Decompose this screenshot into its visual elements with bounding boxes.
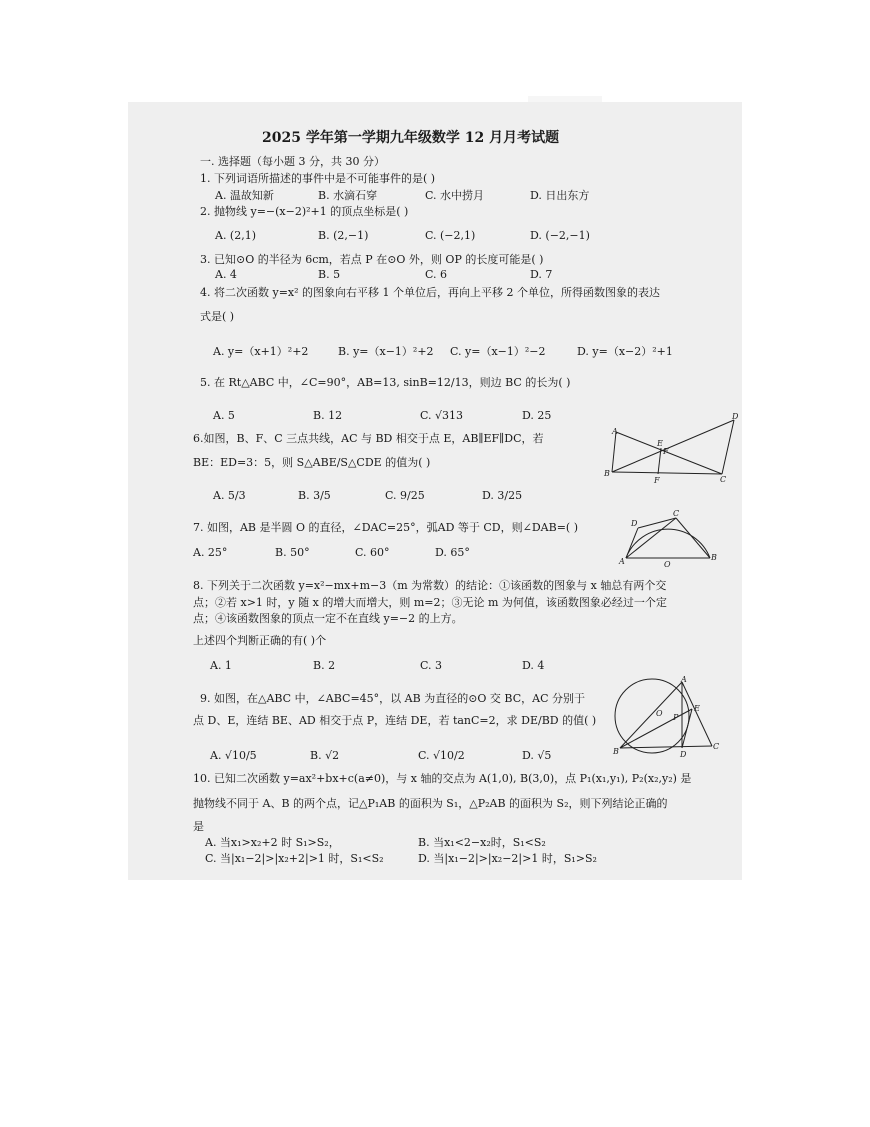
q10-option-b: B. 当x₁<2−x₂时，S₁<S₂ <box>418 836 546 849</box>
q7-label: B <box>711 553 717 562</box>
q9-label: P <box>673 713 679 722</box>
q3-option-c: C. 6 <box>425 268 448 281</box>
q6-option-d: D. 3/25 <box>482 489 523 502</box>
q7-segment-cb <box>676 518 710 558</box>
q8-stem-line1: 8. 下列关于二次函数 y=x²−mx+m−3（m 为常数）的结论：①该函数的图象与 x 轴总有两个交 <box>193 579 667 592</box>
q9-segment-bc <box>620 746 712 748</box>
q6-segment-ab <box>612 432 616 472</box>
q9-label: C <box>713 742 720 751</box>
q8-option-a: A. 1 <box>210 659 232 672</box>
q7-option-c: C. 60° <box>355 546 390 559</box>
q8-stem-line2: 点；②若 x>1 时，y 随 x 的增大而增大，则 m=2；③无论 m 为何值，该函数图象必经过一个定 <box>193 596 667 609</box>
q6-label: F <box>654 476 660 485</box>
q3-option-a: A. 4 <box>215 268 237 281</box>
q4-option-b: B. y=（x−1）²+2 <box>338 345 434 358</box>
q9-label: B <box>613 747 619 756</box>
q2-stem: 2. 抛物线 y=−(x−2)²+1 的顶点坐标是( ) <box>200 205 409 218</box>
q6-label: C <box>720 475 727 484</box>
q2-option-d: D. (−2,−1) <box>530 229 590 242</box>
q6-stem-line1: 6.如图，B、F、C 三点共线，AC 与 BD 相交于点 E，AB∥EF∥DC，若 <box>193 432 544 445</box>
q10-option-a: A. 当x₁>x₂+2 时 S₁>S₂， <box>205 836 340 849</box>
q1-option-c: C. 水中捞月 <box>425 189 485 202</box>
q6-label: B <box>604 469 610 478</box>
q9-figure <box>612 676 722 758</box>
q9-segment-de <box>682 709 692 748</box>
q6-segment-dc <box>722 420 734 474</box>
q1-stem: 1. 下列词语所描述的事件中是不可能事件的是( ) <box>200 172 436 185</box>
q1-option-a: A. 温故知新 <box>215 189 274 202</box>
q10-stem-line1: 10. 已知二次函数 y=ax²+bx+c(a≠0)，与 x 轴的交点为 A(1,0), B(3,0)，点 P₁(x₁,y₁), P₂(x₂,y₂) 是 <box>193 772 692 785</box>
q10-stem-line2: 抛物线不同于 A、B 的两个点，记△P₁AB 的面积为 S₁，△P₂AB 的面积为 S₂，则下列结论正确的 <box>193 797 668 810</box>
q9-label: E <box>694 704 700 713</box>
q7-label: A <box>619 557 625 566</box>
q6-option-a: A. 5/3 <box>213 489 246 502</box>
q6-label: F <box>663 447 669 456</box>
q8-option-d: D. 4 <box>522 659 545 672</box>
q7-option-d: D. 65° <box>435 546 470 559</box>
q2-option-a: A. (2,1) <box>215 229 257 242</box>
q5-option-d: D. 25 <box>522 409 552 422</box>
q5-option-b: B. 12 <box>313 409 343 422</box>
q6-label: E <box>657 439 663 448</box>
q3-option-b: B. 5 <box>318 268 341 281</box>
section-heading: 一. 选择题（每小题 3 分，共 30 分） <box>200 155 385 168</box>
q4-option-d: D. y=（x−2）²+1 <box>577 345 673 358</box>
q7-label: C <box>673 509 680 518</box>
q4-stem-line2: 式是( ) <box>200 310 235 323</box>
q9-label: A <box>681 675 687 684</box>
q8-stem-line4: 上述四个判断正确的有( )个 <box>193 634 327 647</box>
q10-option-c: C. 当|x₁−2|>|x₂+2|>1 时，S₁<S₂ <box>205 852 384 865</box>
q9-option-d: D. √5 <box>522 749 552 762</box>
q9-option-c: C. √10/2 <box>418 749 465 762</box>
q9-segment-ac <box>682 682 712 746</box>
q7-label: O <box>664 560 671 569</box>
q6-figure <box>604 412 744 484</box>
q9-label: O <box>656 709 663 718</box>
q6-segment-bd <box>612 420 734 472</box>
q9-stem-line1: 9. 如图，在△ABC 中，∠ABC=45°，以 AB 为直径的⊙O 交 BC，AC 分别于 <box>200 692 585 705</box>
q5-stem: 5. 在 Rt△ABC 中，∠C=90°，AB=13, sinB=12/13，则边 BC 的长为( ) <box>200 376 571 389</box>
exam-title: 2025 学年第一学期九年级数学 12 月月考试题 <box>262 130 560 146</box>
q1-option-b: B. 水滴石穿 <box>318 189 378 202</box>
q6-segment-ac <box>616 432 722 474</box>
q6-segment-bc <box>612 472 722 474</box>
q3-stem: 3. 已知⊙O 的半径为 6cm，若点 P 在⊙O 外，则 OP 的长度可能是( ) <box>200 253 544 266</box>
q2-option-c: C. (−2,1) <box>425 229 476 242</box>
q7-label: D <box>631 519 638 528</box>
q6-label: D <box>732 412 739 421</box>
q7-option-b: B. 50° <box>275 546 310 559</box>
q9-label: D <box>680 750 687 759</box>
q7-option-a: A. 25° <box>193 546 228 559</box>
q5-option-c: C. √313 <box>420 409 464 422</box>
q4-option-a: A. y=（x+1）²+2 <box>213 345 309 358</box>
q2-option-b: B. (2,−1) <box>318 229 369 242</box>
q5-option-a: A. 5 <box>213 409 235 422</box>
q9-option-a: A. √10/5 <box>210 749 257 762</box>
q9-stem-line2: 点 D、E，连结 BE、AD 相交于点 P，连结 DE，若 tanC=2，求 DE/BD 的值( ) <box>193 714 597 727</box>
q1-option-d: D. 日出东方 <box>530 189 590 202</box>
q6-option-c: C. 9/25 <box>385 489 425 502</box>
q8-stem-line3: 点；④该函数图象的顶点一定不在直线 y=−2 的上方。 <box>193 612 463 625</box>
q6-label: A <box>612 427 618 436</box>
q3-option-d: D. 7 <box>530 268 553 281</box>
q4-option-c: C. y=（x−1）²−2 <box>450 345 546 358</box>
q10-option-d: D. 当|x₁−2|>|x₂−2|>1 时，S₁>S₂ <box>418 852 597 865</box>
q7-stem: 7. 如图，AB 是半圆 O 的直径，∠DAC=25°，弧AD 等于 CD，则∠DAB=( ) <box>193 521 578 534</box>
q8-option-b: B. 2 <box>313 659 336 672</box>
q10-stem-line3: 是 <box>193 820 204 833</box>
q9-option-b: B. √2 <box>310 749 340 762</box>
q6-option-b: B. 3/5 <box>298 489 331 502</box>
q8-option-c: C. 3 <box>420 659 443 672</box>
q6-stem-line2: BE：ED=3：5，则 S△ABE/S△CDE 的值为( ) <box>193 456 431 469</box>
q4-stem-line1: 4. 将二次函数 y=x² 的图象向右平移 1 个单位后，再向上平移 2 个单位，所得函数图象的表达 <box>200 286 661 299</box>
q7-figure <box>618 508 718 570</box>
